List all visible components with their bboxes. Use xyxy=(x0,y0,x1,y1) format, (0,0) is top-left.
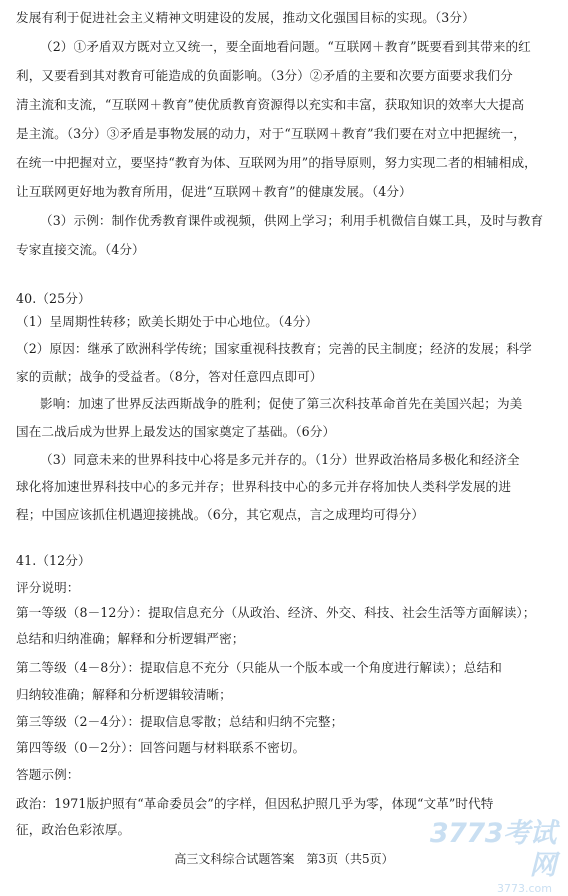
watermark-url: 3773.com xyxy=(497,882,552,895)
text-line-scoring-note: 评分说明： xyxy=(16,580,80,595)
text-line-q40-2-b: 家的贡献；战争的受益者。（8分，答对任意四点即可） xyxy=(16,369,323,384)
text-line-q39-2-a: （2）①矛盾双方既对立又统一，要全面地看问题。“互联网＋教育”既要看到其带来的红 xyxy=(40,39,531,54)
text-line-q40-3-c: 程；中国应该抓住机遇迎接挑战。（6分，其它观点，言之成理均可得分） xyxy=(16,507,425,522)
text-line-grade-2-b: 归纳较准确；解释和分析逻辑较清晰； xyxy=(16,687,232,702)
text-line-q39-3-a: （3）示例：制作优秀教育课件或视频，供网上学习；利用手机微信自媒工具，及时与教育 xyxy=(40,213,544,228)
text-line-culture-conclusion: 发展有利于促进社会主义精神文明建设的发展，推动文化强国目标的实现。（3分） xyxy=(16,10,475,25)
text-line-politics-example-a: 政治：1971版护照有“革命委员会”的字样，但因私护照几乎为零，体现“文革”时代特 xyxy=(16,796,494,811)
question-heading-41: 41.（12分） xyxy=(16,553,91,568)
text-line-grade-1-b: 总结和归纳准确；解释和分析逻辑严密； xyxy=(16,631,245,646)
text-line-grade-4: 第四等级（0－2分）：回答问题与材料联系不密切。 xyxy=(16,740,306,755)
question-heading-40: 40.（25分） xyxy=(16,291,91,306)
text-line-q39-2-c: 清主流和支流，“互联网＋教育”使优质教育资源得以充实和丰富，获取知识的效率大大提高 xyxy=(16,97,525,112)
text-line-q40-2-a: （2）原因：继承了欧洲科学传统；国家重视科技教育；完善的民主制度；经济的发展；科学 xyxy=(16,341,532,356)
text-line-q39-2-d: 是主流。（3分）③矛盾是事物发展的动力，对于“互联网＋教育”我们要在对立中把握统一， xyxy=(16,126,526,141)
text-line-q39-2-b: 利，又要看到其对教育可能造成的负面影响。（3分）②矛盾的主要和次要方面要求我们分 xyxy=(16,68,513,83)
text-line-q39-3-b: 专家直接交流。（4分） xyxy=(16,242,145,257)
text-line-q40-impact-a: 影响：加速了世界反法西斯战争的胜利；促使了第三次科技革命首先在美国兴起；为美 xyxy=(40,396,523,411)
text-line-q40-3-b: 球化将加速世界科技中心的多元并存；世界科技中心的多元并存将加快人类科学发展的进 xyxy=(16,479,512,494)
text-line-q40-1: （1）呈周期性转移；欧美长期处于中心地位。（4分） xyxy=(16,314,318,329)
text-line-politics-example-b: 征，政治色彩浓厚。 xyxy=(16,822,131,837)
text-line-q39-2-f: 让互联网更好地为教育所用，促进“互联网＋教育”的健康发展。（4分） xyxy=(16,184,412,199)
watermark-brand: 3773考试网 xyxy=(429,818,556,881)
text-line-grade-1-a: 第一等级（8－12分）：提取信息充分（从政治、经济、外交、科技、社会生活等方面解读）； xyxy=(16,605,536,620)
text-line-grade-3: 第三等级（2－4分）：提取信息零散；总结和归纳不完整； xyxy=(16,714,344,729)
text-line-q40-impact-b: 国在二战后成为世界上最发达的国家奠定了基础。（6分） xyxy=(16,424,336,439)
text-line-example-heading: 答题示例： xyxy=(16,767,80,782)
text-line-q39-2-e: 在统一中把握对立，要坚持“教育为体、互联网为用”的指导原则，努力实现二者的相辅相成， xyxy=(16,155,537,170)
text-line-grade-2-a: 第二等级（4－8分）：提取信息不充分（只能从一个版本或一个角度进行解读）；总结和 xyxy=(16,660,502,675)
text-line-q40-3-a: （3）同意未来的世界科技中心将是多元并存的。（1分）世界政治格局多极化和经济全 xyxy=(40,452,520,467)
page-footer: 高三文科综合试题答案 第3页（共5页） xyxy=(174,852,394,866)
